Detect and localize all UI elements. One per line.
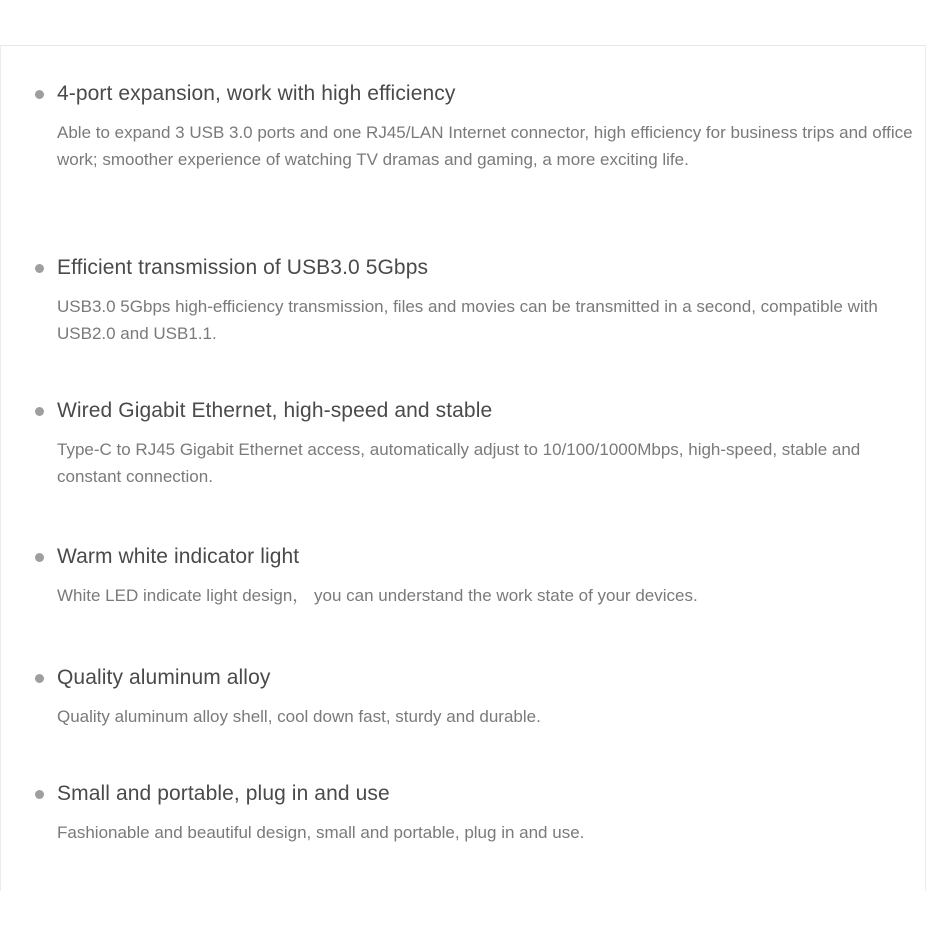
feature-item-transmission — [0, 255, 926, 343]
feature-description: Able to expand 3 USB 3.0 ports and one RJ45/LAN Internet connector, high efficiency for business trips and office work; smoother experience of watching TV dramas and gaming, a more exciting life. — [57, 123, 913, 169]
feature-item-portable — [0, 781, 926, 842]
feature-item-indicator-light — [0, 544, 926, 605]
feature-header — [0, 544, 926, 570]
feature-title: Warm white indicator light — [57, 545, 300, 568]
feature-description: Type-C to RJ45 Gigabit Ethernet access, automatically adjust to 10/100/1000Mbps, high-speed, stable and constant connection. — [57, 440, 861, 486]
feature-header — [0, 81, 926, 107]
feature-header — [0, 255, 926, 281]
feature-description: Fashionable and beautiful design, small and portable, plug in and use. — [57, 823, 585, 842]
feature-description: USB3.0 5Gbps high-efficiency transmission, files and movies can be transmitted in a second, compatible with USB2.0 and USB1.1. — [57, 297, 878, 343]
feature-title: Wired Gigabit Ethernet, high-speed and stable — [57, 399, 493, 422]
feature-header — [0, 665, 926, 691]
bullet-dot-icon — [35, 790, 44, 799]
feature-header — [0, 781, 926, 807]
bullet-dot-icon — [35, 674, 44, 683]
feature-item-ethernet — [0, 398, 926, 486]
feature-item-expansion — [0, 81, 926, 169]
bullet-dot-icon — [35, 407, 44, 416]
feature-title: Small and portable, plug in and use — [57, 782, 390, 805]
feature-header — [0, 398, 926, 424]
feature-item-aluminum — [0, 665, 926, 726]
bullet-dot-icon — [35, 264, 44, 273]
feature-title: Quality aluminum alloy — [57, 666, 271, 689]
feature-description: White LED indicate light design， you can understand the work state of your devices. — [57, 586, 698, 605]
bullet-dot-icon — [35, 553, 44, 562]
feature-description: Quality aluminum alloy shell, cool down fast, sturdy and durable. — [57, 707, 541, 726]
bullet-dot-icon — [35, 90, 44, 99]
feature-title: Efficient transmission of USB3.0 5Gbps — [57, 256, 429, 279]
feature-title: 4-port expansion, work with high efficiency — [57, 82, 456, 105]
